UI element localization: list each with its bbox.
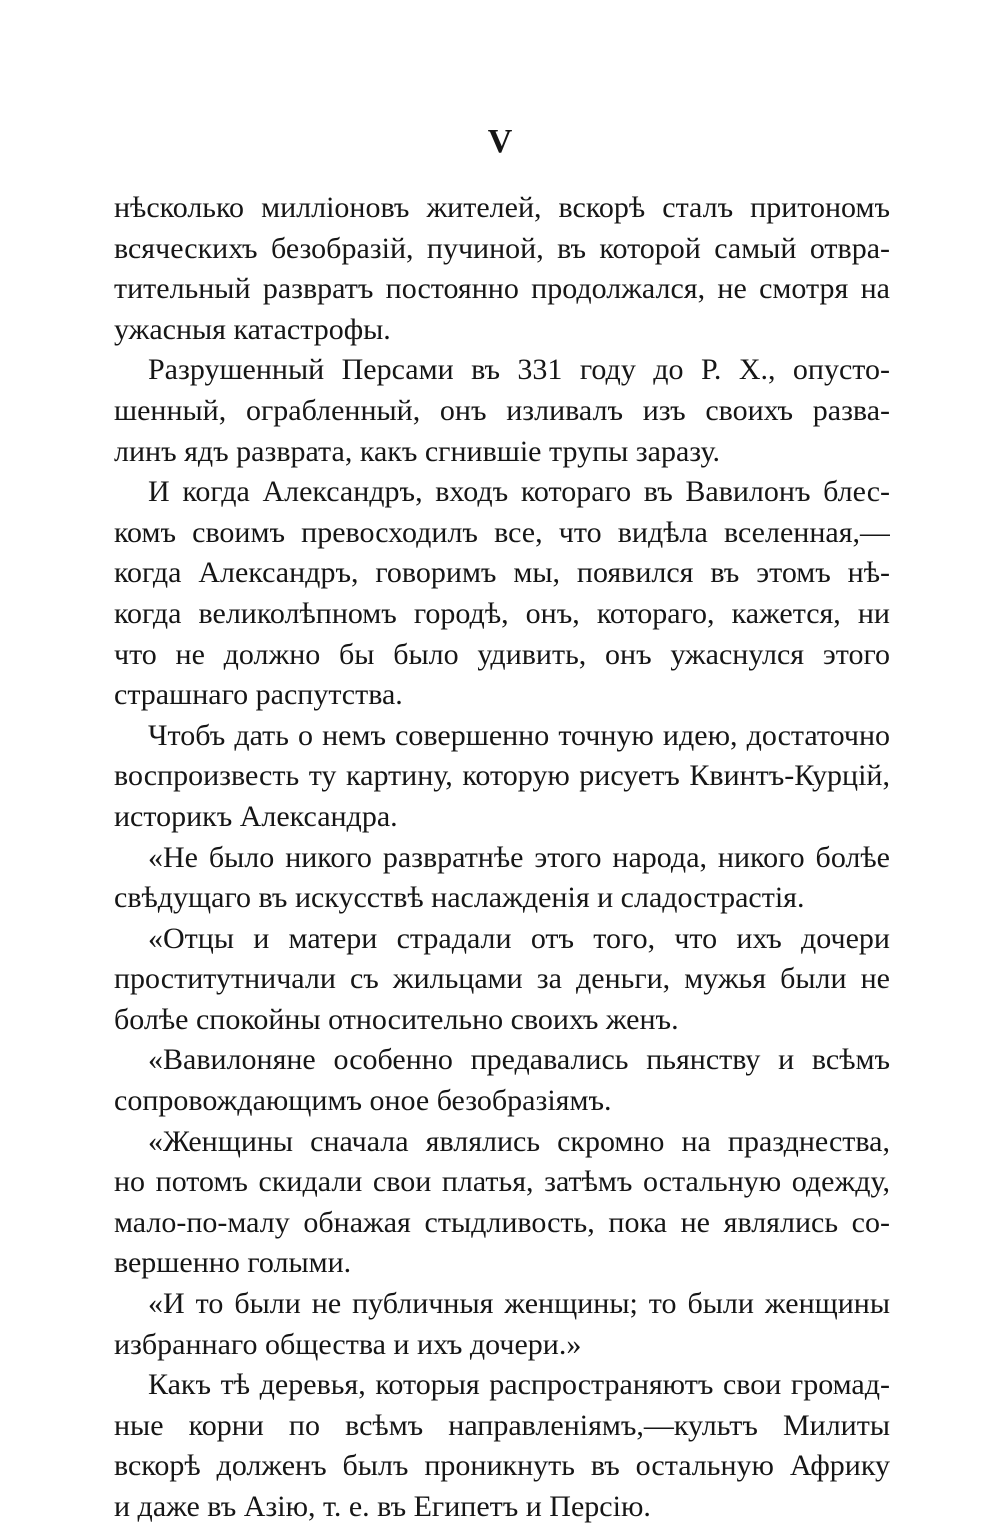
text-line: шенный, ограбленный, онъ изливалъ изъ своихъ разва- xyxy=(114,393,890,427)
text-line: мало-по-малу обнажая стыдливость, пока не являлись со- xyxy=(114,1205,890,1239)
text-line: когда Александръ, говоримъ мы, появился въ этомъ нѣ- xyxy=(114,556,890,590)
body-text xyxy=(114,188,890,1528)
paragraph-first-line: Чтобъ дать о немъ совершенно точную идею, достаточно xyxy=(148,718,890,752)
paragraph-last-line: историкъ Александра. xyxy=(114,799,398,833)
text-line: но потомъ скидали свои платья, затѣмъ остальную одежду, xyxy=(114,1165,890,1199)
paragraph-last-line: свѣдущаго въ искусствѣ наслажденія и сладострастія. xyxy=(114,881,805,915)
paragraph-last-line: вершенно голыми. xyxy=(114,1246,352,1280)
text-line: нѣсколько милліоновъ жителей, вскорѣ сталъ притономъ xyxy=(114,191,890,224)
paragraph-first-line: Разрушенный Персами въ 331 году до Р. Х., опусто- xyxy=(148,353,890,387)
text-line: всяческихъ безобразій, пучиной, въ которой самый отвра- xyxy=(114,231,890,265)
text-line: когда великолѣпномъ городѣ, онъ, котораго, кажется, ни xyxy=(114,596,890,630)
paragraph-last-line: ужасныя катастрофы. xyxy=(114,312,391,346)
paragraph-last-line: страшнаго распутства. xyxy=(114,678,403,712)
text-line: что не должно бы было удивить, онъ ужаснулся этого xyxy=(114,637,890,671)
text-line: проститутничали съ жильцами за деньги, мужья были не xyxy=(114,962,890,996)
page-number: V xyxy=(487,123,513,160)
text-line: ные корни по всѣмъ направленіямъ,—культъ Милиты xyxy=(114,1408,890,1442)
paragraph-first-line: «Вавилоняне особенно предавались пьянству и всѣмъ xyxy=(148,1043,890,1077)
text-line: воспроизвесть ту картину, которую рисуетъ Квинтъ-Курцій, xyxy=(114,759,890,793)
paragraph-first-line: «И то были не публичныя женщины; то были женщины xyxy=(148,1287,890,1321)
paragraph-first-line: «Не было никого развратнѣе этого народа, никого болѣе xyxy=(148,840,890,874)
text-line: вскорѣ долженъ былъ проникнуть въ остальную Африку xyxy=(114,1449,890,1483)
text-line: тительный развратъ постоянно продолжался, не смотря на xyxy=(114,272,890,306)
paragraph-last-line: линъ ядъ разврата, какъ сгнившіе трупы заразу. xyxy=(114,434,720,468)
paragraph-last-line: болѣе спокойны относительно своихъ женъ. xyxy=(114,1002,679,1036)
paragraph-first-line: «Отцы и матери страдали отъ того, что ихъ дочери xyxy=(148,921,890,955)
paragraph-last-line: избраннаго общества и ихъ дочери.» xyxy=(114,1327,582,1361)
paragraph-first-line: Какъ тѣ деревья, которыя распространяютъ свои громад- xyxy=(148,1368,890,1402)
paragraph-first-line: «Женщины сначала являлись скромно на празднества, xyxy=(148,1124,890,1158)
paragraph-last-line: и даже въ Азію, т. е. въ Египетъ и Персію. xyxy=(114,1490,651,1523)
text-line: комъ своимъ превосходилъ все, что видѣла вселенная,— xyxy=(114,515,890,549)
paragraph-first-line: И когда Александръ, входъ котораго въ Вавилонъ блес- xyxy=(148,475,890,509)
paragraph-last-line: сопровождающимъ оное безобразіямъ. xyxy=(114,1084,612,1118)
